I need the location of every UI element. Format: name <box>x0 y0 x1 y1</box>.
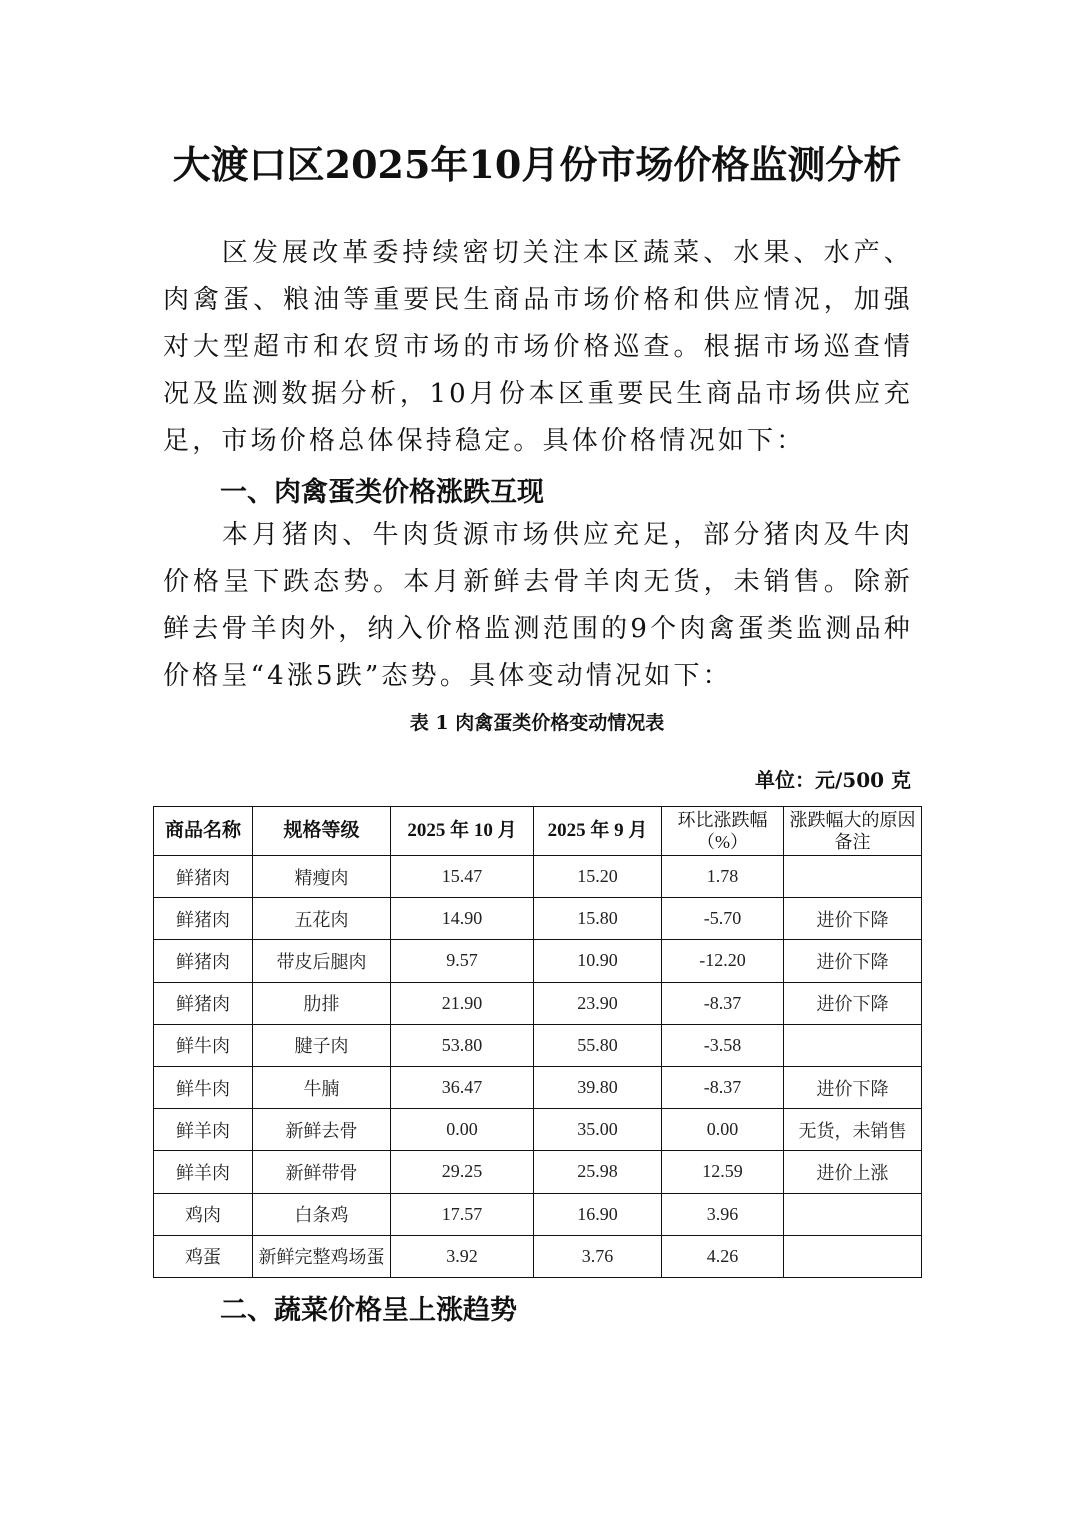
cell-product-name: 鲜牛肉 <box>154 1066 253 1108</box>
cell-spec-grade: 新鲜去骨 <box>253 1109 391 1151</box>
cell-reason-note: 进价下降 <box>784 982 922 1024</box>
cell-mom-change: -3.58 <box>662 1024 784 1066</box>
cell-product-name: 鸡蛋 <box>154 1235 253 1277</box>
cell-product-name: 鲜牛肉 <box>154 1024 253 1066</box>
table-row <box>154 856 922 898</box>
cell-spec-grade: 新鲜完整鸡场蛋 <box>253 1235 391 1277</box>
header-spec-grade: 规格等级 <box>253 807 391 856</box>
section1-heading: 一、肉禽蛋类价格涨跌互现 <box>220 477 544 508</box>
cell-spec-grade: 白条鸡 <box>253 1193 391 1235</box>
unit-label: 单位：元/500 克 <box>754 768 911 792</box>
table-row <box>154 1024 922 1066</box>
cell-mom-change: 3.96 <box>662 1193 784 1235</box>
cell-sep-price: 16.90 <box>534 1193 662 1235</box>
cell-oct-price: 3.92 <box>391 1235 534 1277</box>
table-row <box>154 940 922 982</box>
cell-oct-price: 21.90 <box>391 982 534 1024</box>
table-row <box>154 1235 922 1277</box>
header-product-name: 商品名称 <box>154 807 253 856</box>
cell-mom-change: -8.37 <box>662 982 784 1024</box>
cell-reason-note <box>784 1193 922 1235</box>
table-row <box>154 898 922 940</box>
cell-sep-price: 25.98 <box>534 1151 662 1193</box>
table-row <box>154 982 922 1024</box>
cell-product-name: 鲜猪肉 <box>154 856 253 898</box>
cell-product-name: 鲜猪肉 <box>154 898 253 940</box>
cell-mom-change: 12.59 <box>662 1151 784 1193</box>
cell-product-name: 鲜猪肉 <box>154 982 253 1024</box>
cell-reason-note <box>784 1024 922 1066</box>
cell-spec-grade: 带皮后腿肉 <box>253 940 391 982</box>
cell-spec-grade: 牛腩 <box>253 1066 391 1108</box>
cell-sep-price: 15.20 <box>534 856 662 898</box>
cell-reason-note: 进价下降 <box>784 898 922 940</box>
cell-spec-grade: 五花肉 <box>253 898 391 940</box>
cell-oct-price: 17.57 <box>391 1193 534 1235</box>
cell-mom-change: -8.37 <box>662 1066 784 1108</box>
table-header-row <box>154 807 922 856</box>
cell-spec-grade: 肋排 <box>253 982 391 1024</box>
cell-mom-change: -5.70 <box>662 898 784 940</box>
cell-spec-grade: 精瘦肉 <box>253 856 391 898</box>
intro-paragraph <box>163 230 913 465</box>
page-title: 大渡口区2025年10月份市场价格监测分析 <box>172 142 902 187</box>
cell-oct-price: 14.90 <box>391 898 534 940</box>
intro-paragraph-text: 区发展改革委持续密切关注本区蔬菜、水果、水产、肉禽蛋、粮油等重要民生商品市场价格和供应情况，加强对大型超市和农贸市场的市场价格巡查。根据市场巡查情况及监测数据分析，10月份本区重要民生商品市场供应充足，市场价格总体保持稳定。具体价格情况如下： <box>163 238 913 456</box>
cell-reason-note <box>784 1235 922 1277</box>
cell-mom-change: 1.78 <box>662 856 784 898</box>
cell-reason-note: 进价上涨 <box>784 1151 922 1193</box>
cell-oct-price: 15.47 <box>391 856 534 898</box>
cell-oct-price: 36.47 <box>391 1066 534 1108</box>
cell-mom-change: 0.00 <box>662 1109 784 1151</box>
cell-spec-grade: 腱子肉 <box>253 1024 391 1066</box>
cell-mom-change: 4.26 <box>662 1235 784 1277</box>
cell-product-name: 鲜羊肉 <box>154 1151 253 1193</box>
cell-oct-price: 29.25 <box>391 1151 534 1193</box>
cell-product-name: 鲜猪肉 <box>154 940 253 982</box>
table-row <box>154 1151 922 1193</box>
cell-reason-note <box>784 856 922 898</box>
cell-sep-price: 35.00 <box>534 1109 662 1151</box>
section1-paragraph-text: 本月猪肉、牛肉货源市场供应充足，部分猪肉及牛肉价格呈下跌态势。本月新鲜去骨羊肉无货，未销售。除新鲜去骨羊肉外，纳入价格监测范围的9个肉禽蛋类监测品种价格呈“4涨5跌”态势。具体变动情况如下： <box>163 520 913 691</box>
cell-spec-grade: 新鲜带骨 <box>253 1151 391 1193</box>
header-mom-change: 环比涨跌幅（%） <box>662 807 784 856</box>
cell-product-name: 鲜羊肉 <box>154 1109 253 1151</box>
cell-sep-price: 39.80 <box>534 1066 662 1108</box>
cell-sep-price: 15.80 <box>534 898 662 940</box>
table-row <box>154 1066 922 1108</box>
cell-mom-change: -12.20 <box>662 940 784 982</box>
cell-sep-price: 10.90 <box>534 940 662 982</box>
header-sep-2025: 2025 年 9 月 <box>534 807 662 856</box>
cell-reason-note: 进价下降 <box>784 1066 922 1108</box>
price-table <box>153 806 922 1278</box>
table-caption: 表 1 肉禽蛋类价格变动情况表 <box>409 712 665 734</box>
header-oct-2025: 2025 年 10 月 <box>391 807 534 856</box>
table-row <box>154 1193 922 1235</box>
cell-reason-note: 无货，未销售 <box>784 1109 922 1151</box>
cell-oct-price: 53.80 <box>391 1024 534 1066</box>
cell-oct-price: 9.57 <box>391 940 534 982</box>
cell-oct-price: 0.00 <box>391 1109 534 1151</box>
cell-product-name: 鸡肉 <box>154 1193 253 1235</box>
cell-sep-price: 3.76 <box>534 1235 662 1277</box>
cell-sep-price: 55.80 <box>534 1024 662 1066</box>
cell-sep-price: 23.90 <box>534 982 662 1024</box>
header-reason-note: 涨跌幅大的原因备注 <box>784 807 922 856</box>
section2-heading: 二、蔬菜价格呈上涨趋势 <box>220 1295 517 1326</box>
cell-reason-note: 进价下降 <box>784 940 922 982</box>
table-row <box>154 1109 922 1151</box>
section1-paragraph <box>163 512 913 700</box>
